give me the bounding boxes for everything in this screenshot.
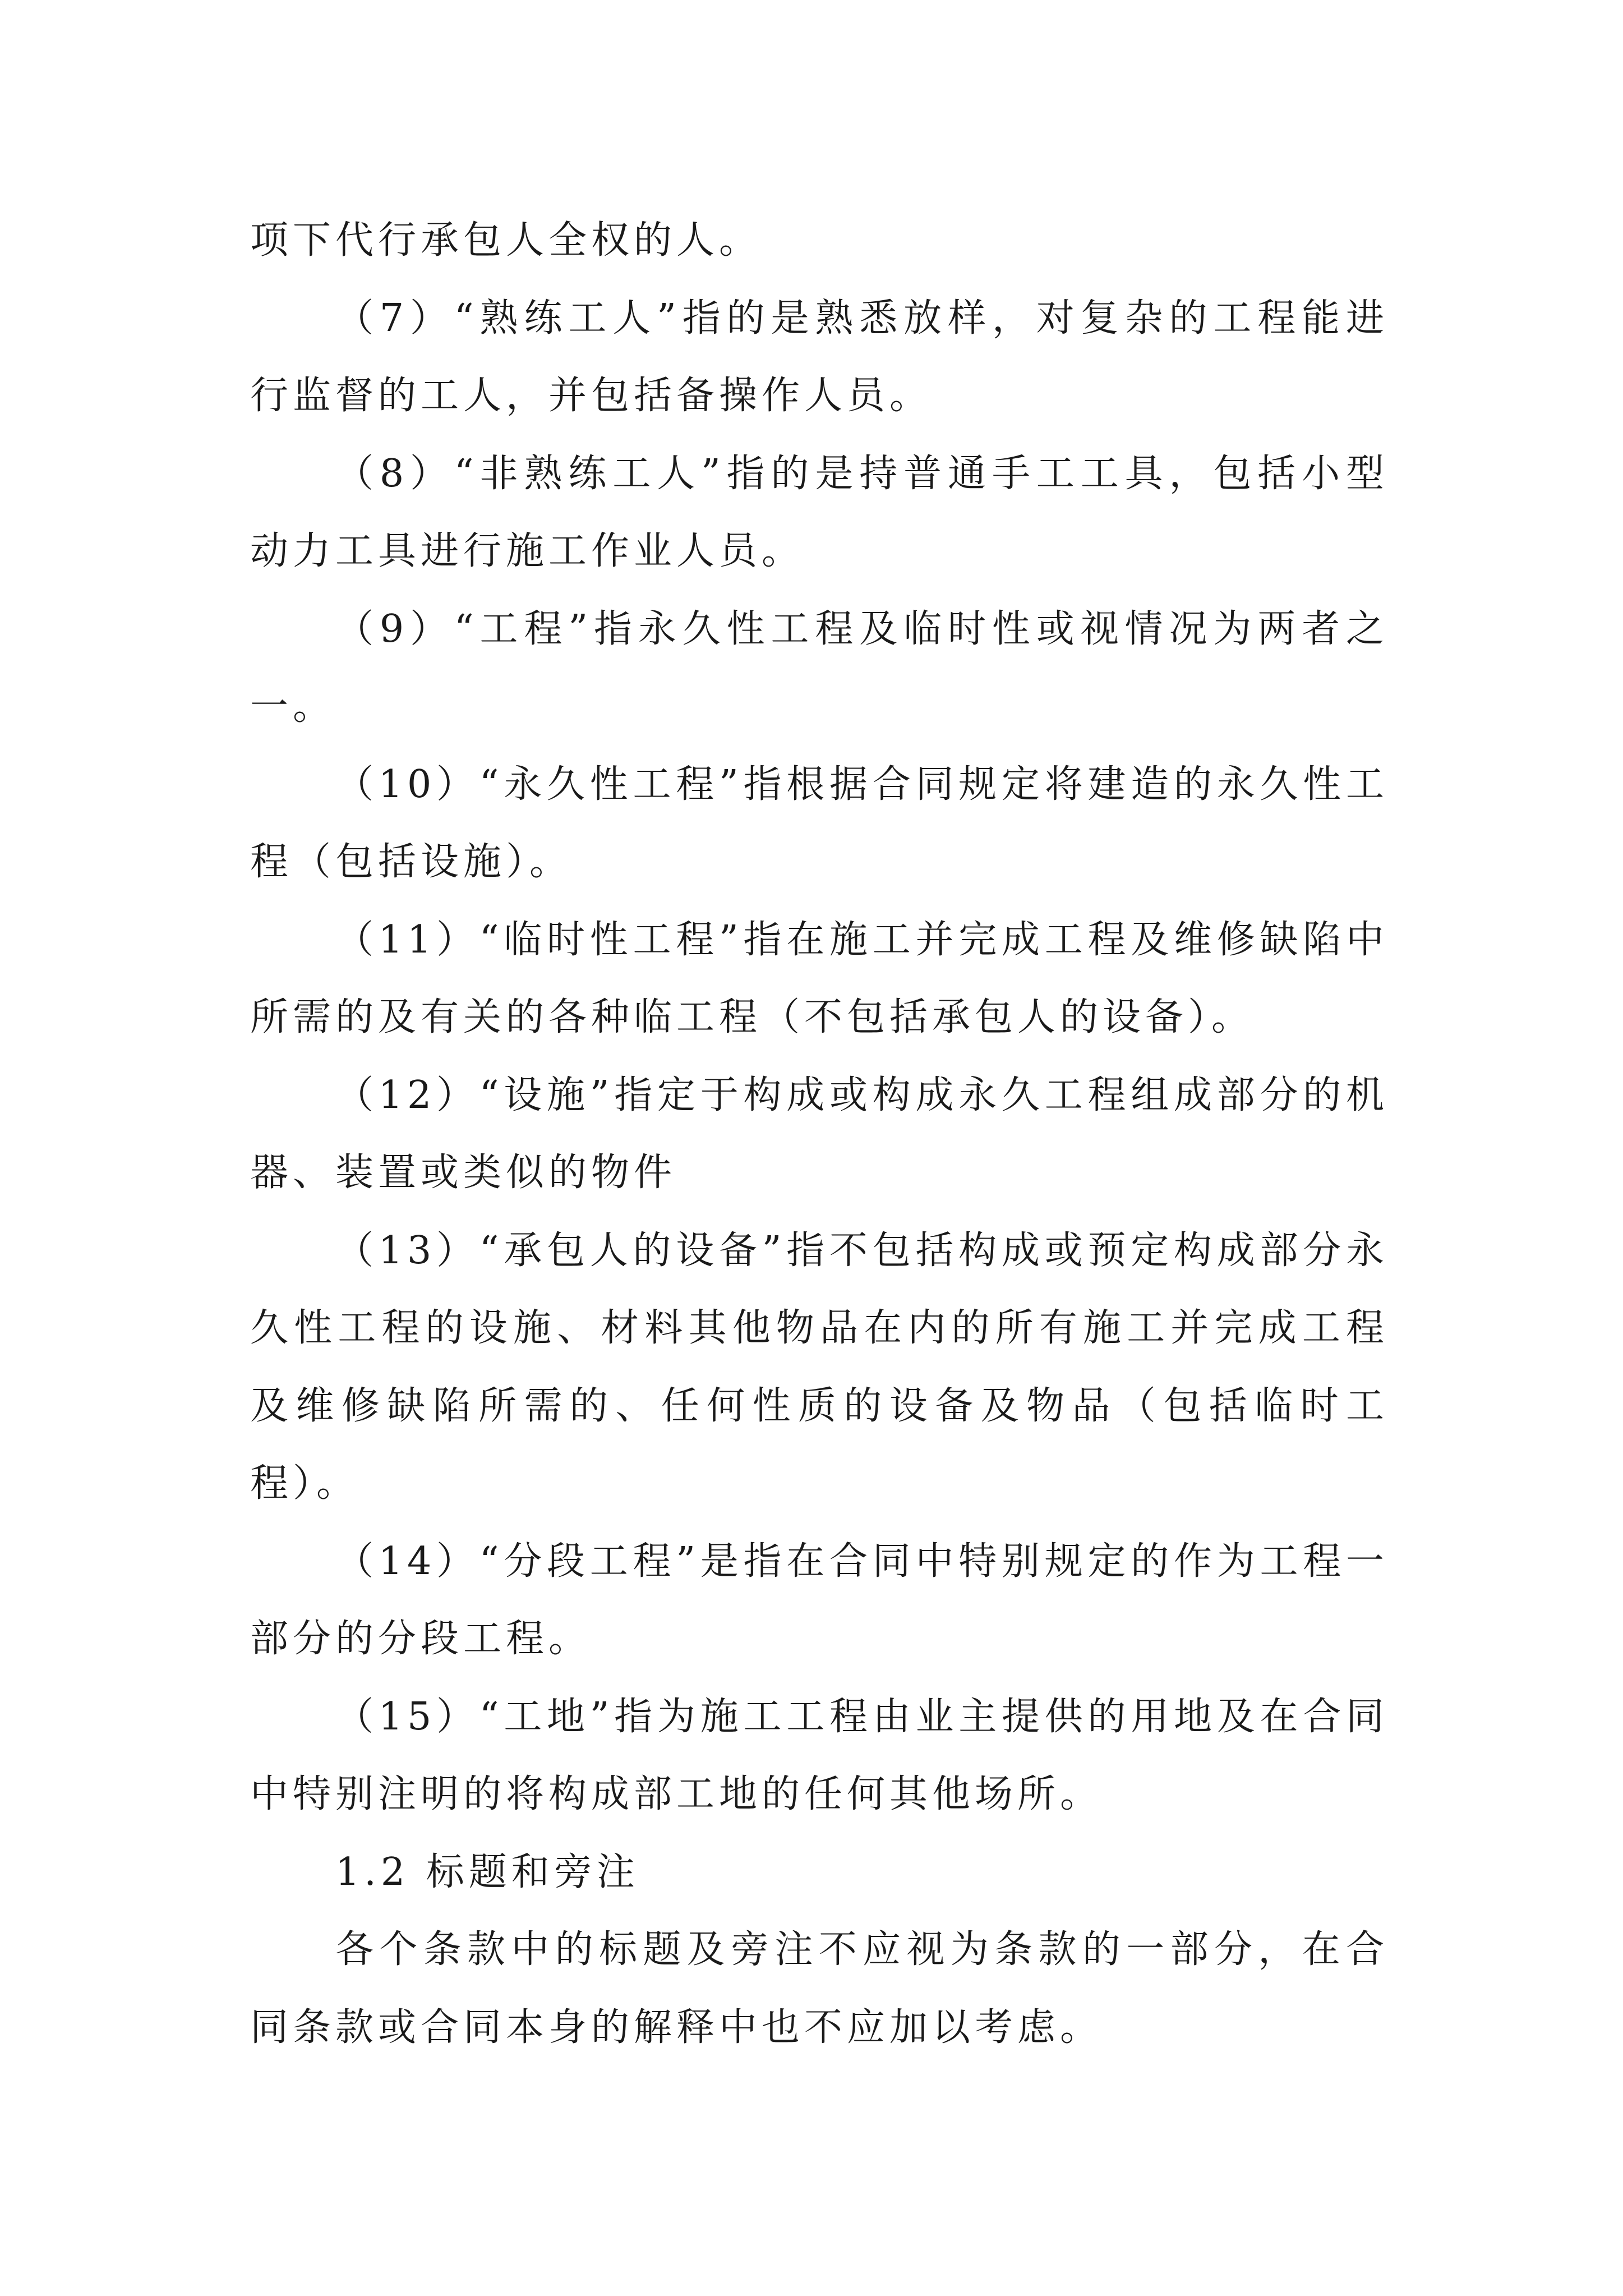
paragraph-item-11: （11）“临时性工程”指在施工并完成工程及维修缺陷中所需的及有关的各种临工程（不包括承包人的设备）。 — [250, 917, 1389, 1039]
paragraph-item-15: （15）“工地”指为施工工程由业主提供的用地及在合同中特别注明的将构成部工地的任何其他场所。 — [250, 1694, 1389, 1816]
paragraph-item-7: （7）“熟练工人”指的是熟悉放样，对复杂的工程能进行监督的工人，并包括备操作人员。 — [250, 296, 1389, 418]
section-heading-1-2: 1.2 标题和旁注 — [335, 1849, 639, 1894]
paragraph-item-13: （13）“承包人的设备”指不包括构成或预定构成部分永久性工程的设施、材料其他物品在内的所有施工并完成工程及维修缺陷所需的、任何性质的设备及物品（包括临时工程）。 — [250, 1228, 1389, 1506]
paragraph-item-10: （10）“永久性工程”指根据合同规定将建造的永久性工程（包括设施）。 — [250, 762, 1389, 884]
paragraph-section-1-2: 各个条款中的标题及旁注不应视为条款的一部分，在合同条款或合同本身的解释中也不应加以考虑。 — [250, 1927, 1389, 2050]
paragraph-item-8: （8）“非熟练工人”指的是持普通手工工具，包括小型动力工具进行施工作业人员。 — [250, 451, 1389, 573]
document-body — [250, 202, 1389, 2067]
paragraph-item-9: （9）“工程”指永久性工程及临时性或视情况为两者之一。 — [250, 606, 1389, 729]
paragraph-item-12: （12）“设施”指定于构成或构成永久工程组成部分的机器、装置或类似的物件 — [250, 1073, 1389, 1195]
paragraph-continuation: 项下代行承包人全权的人。 — [250, 218, 762, 263]
paragraph-item-14: （14）“分段工程”是指在合同中特别规定的作为工程一部分的分段工程。 — [250, 1539, 1389, 1661]
